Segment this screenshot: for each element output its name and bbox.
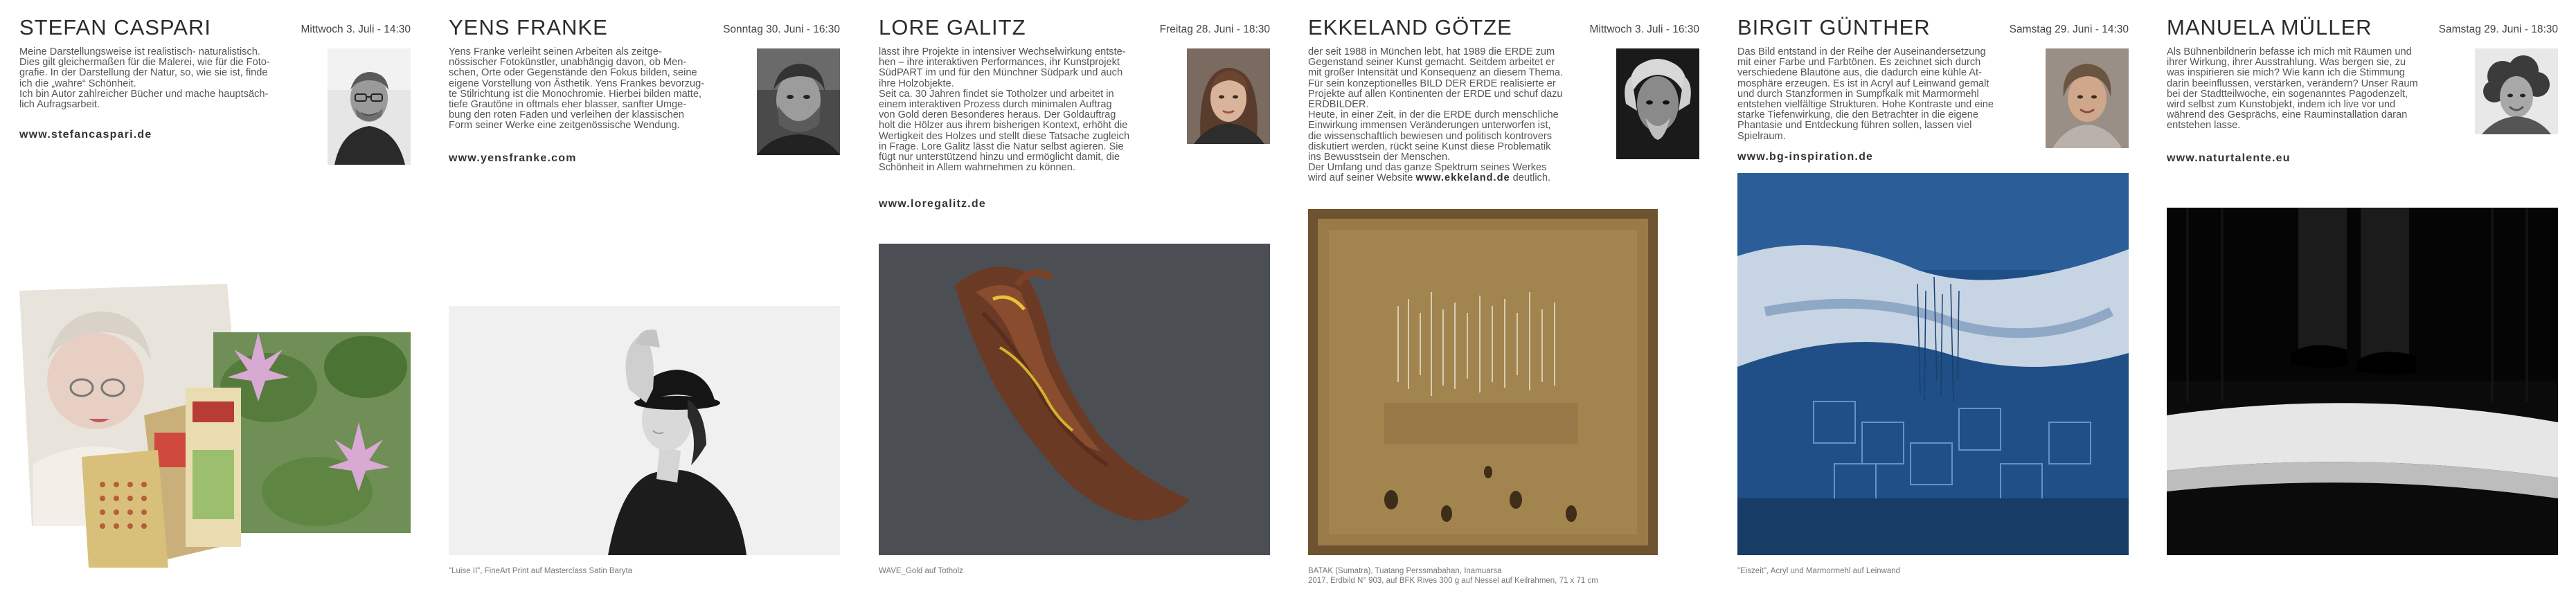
artwork-caption: "Eiszeit", Acryl und Marmormehl auf Leinwand [1737, 567, 1901, 575]
artist-website-link[interactable]: www.ekkeland.de [1415, 172, 1510, 184]
artwork-caption: BATAK (Sumatra), Tuatang Perssmabahan, Inamuarsa 2017, Erdbild N° 903, auf BFK Rives 300 g auf Nessel auf Keilrahmen, 71 x 71 cm [1308, 567, 1598, 585]
artist-bio-suffix: deutlich. [1512, 172, 1551, 184]
portrait-woman-curly-hair-icon [2475, 48, 2558, 134]
artist-panel-franke [449, 0, 840, 605]
artist-website-link[interactable]: www.loregalitz.de [879, 198, 986, 210]
event-date: Freitag 28. Juni - 18:30 [1159, 24, 1270, 35]
artist-bio: Das Bild entstand in der Reihe der Auseinandersetzung mit einer Farbe und Farbtönen. Es zeichnet sich durch verschiedene Blautöne aus, die dadurch eine kühle At- mosphäre erzeugen. Es ist in Acryl auf Leinwand gemalt und durch Stanzformen in Sumpfkalk mit Marmormehl entstehen vielfältige Strukturen. Hohe Kontraste und eine starke Tiefenwirkung, die den Betrachter in die eigene Phantasie und Entdeckung führen sollen, lassen viel Spielraum. [1737, 46, 1994, 142]
artist-name: MANUELA MÜLLER [2167, 15, 2372, 39]
artist-panel-goetze [1308, 0, 1699, 605]
portrait-man-beard-icon [757, 48, 840, 155]
stage-curtain-feet-icon [2167, 208, 2558, 555]
artist-name: EKKELAND GÖTZE [1308, 15, 1512, 39]
artist-name: LORE GALITZ [879, 15, 1026, 39]
portrait-old-man-icon [1616, 48, 1699, 159]
artist-name: BIRGIT GÜNTHER [1737, 15, 1931, 39]
artist-website-link[interactable]: www.bg-inspiration.de [1737, 151, 1874, 163]
event-date: Sonntag 30. Juni - 16:30 [723, 24, 840, 35]
artist-bio: lässt ihre Projekte in intensiver Wechselwirkung entste- hen – ihre interaktiven Performances, ihr Kunstprojekt SüdPART im und für den Münchner Südpark und auch ihre Holzobjekte. Seit ca. 30 Jahren findet sie Totholzer und arbeitet in einem interaktiven Prozess durch minimalen Auftrag von Gold deren Besonderes heraus. Der Goldauftrag holt die Hölzer aus ihrem bisherigen Kontext, erhöht die Wertigkeit des Holzes und stellt diese Tatsache zugleich in Frage. Lore Galitz lässt die Natur selbst agieren. Sie fügt nur unterstützend hinzu und ermöglicht damit, die Schönheit in Allem wahrnehmen zu können. [879, 46, 1130, 174]
artist-website-link[interactable]: www.naturtalente.eu [2167, 152, 2291, 164]
artist-bio-text: der seit 1988 in München lebt, hat 1989 die ERDE zum Gegenstand seiner Kunst gemacht. Seitdem arbeitet er mit großer Intensität und Konsequenz an diesem Thema. Für sein konzeptionelles BILD DER ERDE realisierte er Projekte auf allen Kontinenten der ERDE und schuf dazu ERDBILDER. Heute, in einer Zeit, in der die ERDE durch menschliche Einwirkung immensen Veränderungen unterworfen ist, die wissenschaftlich bewiesen und politisch kontrovers diskutiert werden, rückt seine Kunst diese Problematik ins Bewusstsein der Menschen. Der Umfang und das ganze Spektrum seines Werkes wird auf seiner Website [1308, 46, 1564, 184]
artist-panel-caspari [19, 0, 411, 605]
event-date: Samstag 29. Juni - 14:30 [2009, 24, 2129, 35]
artist-bio: Als Bühnenbildnerin befasse ich mich mit Räumen und ihrer Wirkung, ihrer Ausstrahlung. Was bergen sie, zu was inspirieren sie mich? Wie kann ich die Stimmung darin beeinflussen, verstärken, verändern? Unser Raum bei der Stadtteilwoche, ein sogenanntes Pagodenzelt, wird selbst zum Kunstobjekt, indem ich live vor und während des Gesprächs, eine Rauminstallation daran entstehen lasse. [2167, 46, 2418, 132]
artist-website-link[interactable]: www.stefancaspari.de [19, 129, 152, 141]
artist-bio: Meine Darstellungsweise ist realistisch- naturalistisch. Dies gilt gleichermaßen für die Malerei, wie für die Foto- grafie. In der Darstellung der Natur, so, wie sie ist, finde ich die „wahre“ Schönheit. Ich bin Autor zahlreicher Bücher und mache hauptsäch- lich Aufragsarbeit. [19, 46, 270, 111]
collage-flowers-books-icon [19, 284, 411, 568]
driftwood-gold-icon [879, 244, 1270, 555]
portrait-woman-short-hair-icon [2046, 48, 2129, 148]
portrait-man-glasses-icon [328, 48, 411, 165]
event-date: Samstag 29. Juni - 18:30 [2438, 24, 2558, 35]
artist-bio: Yens Franke verleiht seinen Arbeiten als zeitge- nössischer Fotokünstler, unabhängig davon, ob Men- schen, Orte oder Gegenstände den Fokus bilden, seine eigene Vorstellung von Ästhetik. Yens Frankes bevorzug- te Stilrichtung ist die Monochromie. Hierbei bilden matte, tiefe Grautöne in oftmals eher blasser, sanfter Umge- bung den roten Faden und verleihen der klassischen Form seiner Werke eine zeitgenössische Wendung. [449, 46, 705, 132]
artwork-caption: "Luise II", FineArt Print auf Masterclass Satin Baryta [449, 567, 633, 575]
artist-panel-galitz [879, 0, 1270, 605]
woman-hat-photo-icon [449, 306, 840, 555]
artwork-caption: WAVE_Gold auf Totholz [879, 567, 963, 575]
event-date: Mittwoch 3. Juli - 14:30 [301, 24, 411, 35]
event-date: Mittwoch 3. Juli - 16:30 [1589, 24, 1699, 35]
artist-panel-mueller [2167, 0, 2558, 605]
blue-abstract-painting-icon [1737, 173, 2129, 555]
artist-name: STEFAN CASPARI [19, 15, 211, 39]
artist-bio [1308, 47, 1607, 184]
artist-name: YENS FRANKE [449, 15, 608, 39]
artist-website-link[interactable]: www.yensfranke.com [449, 152, 577, 164]
portrait-woman-long-hair-icon [1187, 48, 1270, 144]
artist-panel-guenther [1737, 0, 2129, 605]
earth-painting-icon [1308, 209, 1658, 555]
